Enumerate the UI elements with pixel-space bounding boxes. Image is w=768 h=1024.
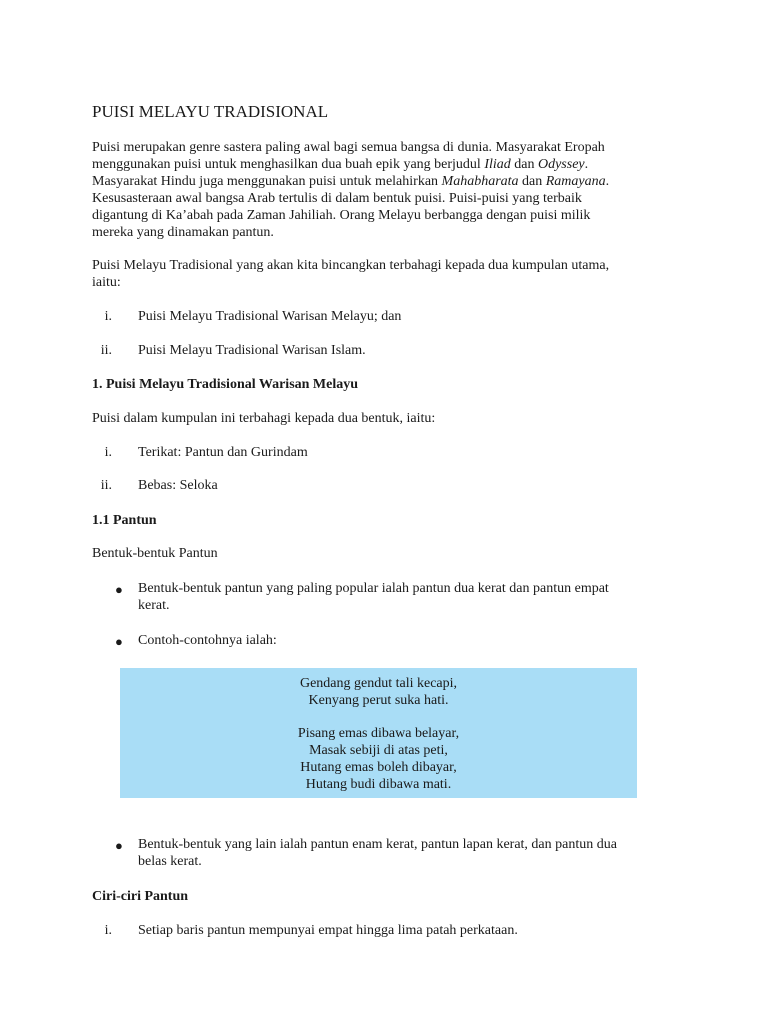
section-heading-warisan-melayu: 1. Puisi Melayu Tradisional Warisan Melayu [92, 377, 359, 392]
list-number: i. [104, 445, 112, 460]
intro-line-3 [92, 173, 682, 190]
list-item [0, 308, 768, 325]
bullet-line: kerat. [138, 598, 170, 613]
bullet-text [138, 580, 609, 614]
groups-line-2: iaitu: [92, 275, 121, 290]
bullet-text: Contoh-contohnya ialah: [138, 633, 277, 648]
list-number: i. [104, 923, 112, 938]
list-item-text: Terikat: Pantun dan Gurindam [138, 445, 308, 460]
list-item-text: Puisi Melayu Tradisional Warisan Islam. [138, 343, 366, 358]
list-number: ii. [100, 478, 112, 493]
section-heading-pantun: 1.1 Pantun [92, 513, 157, 528]
pantun-line: Hutang budi dibawa mati. [305, 777, 452, 792]
intro-text: Masyarakat Hindu juga menggunakan puisi untuk melahirkan [92, 174, 442, 189]
intro-text: . [605, 174, 610, 189]
pantun-line: Masak sebiji di atas peti, [309, 743, 448, 758]
intro-text: dan [518, 174, 546, 189]
list-item [0, 922, 768, 939]
pantun-line: Kenyang perut suka hati. [308, 693, 449, 708]
bullet-line: Bentuk-bentuk pantun yang paling popular ialah pantun dua kerat dan pantun empat [138, 581, 609, 596]
odyssey-title: Odyssey [537, 157, 585, 172]
bullet-dot: ● [115, 582, 123, 597]
intro-line-2 [92, 156, 682, 173]
list-item-text: Setiap baris pantun mempunyai empat hingga lima patah perkataan. [138, 923, 518, 938]
mahabharata-title: Mahabharata [441, 174, 519, 189]
bullet-item [0, 632, 768, 649]
document-title: PUISI MELAYU TRADISIONAL [92, 102, 329, 121]
list-item [0, 342, 768, 359]
intro-line-1: Puisi merupakan genre sastera paling awal bagi semua bangsa di dunia. Masyarakat Eropah [92, 140, 605, 155]
intro-text: menggunakan puisi untuk menghasilkan dua buah epik yang berjudul [92, 157, 485, 172]
bullet-dot: ● [115, 838, 123, 853]
list-item-text: Bebas: Seloka [138, 478, 218, 493]
intro-line-5: digantung di Ka’abah pada Zaman Jahiliah. Orang Melayu berbangga dengan puisi milik [92, 208, 591, 223]
bullet-item [0, 836, 768, 870]
groups-line-1: Puisi Melayu Tradisional yang akan kita bincangkan terbahagi kepada dua kumpulan utama, [92, 258, 610, 273]
groups-paragraph [92, 257, 682, 291]
bullet-line: belas kerat. [138, 854, 202, 869]
bullet-line: Bentuk-bentuk yang lain ialah pantun enam kerat, pantun lapan kerat, dan pantun dua [138, 837, 617, 852]
pantun-stanza-2 [120, 725, 637, 793]
pantun-line: Gendang gendut tali kecapi, [299, 676, 458, 691]
list-number: i. [104, 309, 112, 324]
pantun-example-box [120, 668, 637, 798]
intro-line-4: Kesusasteraan awal bangsa Arab tertulis di dalam bentuk puisi. Puisi-puisi yang terbaik [92, 191, 582, 206]
intro-line-6: mereka yang dinamakan pantun. [92, 225, 274, 240]
list-item [0, 477, 768, 494]
subheading-bentuk-pantun: Bentuk-bentuk Pantun [92, 546, 218, 561]
iliad-title: Iliad [484, 157, 511, 172]
intro-text: . [584, 157, 589, 172]
ramayana-title: Ramayana [545, 174, 606, 189]
list-item [0, 444, 768, 461]
section-heading-ciri-pantun: Ciri-ciri Pantun [92, 889, 189, 904]
list-item-text: Puisi Melayu Tradisional Warisan Melayu; dan [138, 309, 402, 324]
intro-paragraph [92, 139, 682, 241]
pantun-line: Pisang emas dibawa belayar, [297, 726, 460, 741]
pantun-line: Hutang emas boleh dibayar, [300, 760, 457, 775]
bullet-text [138, 836, 617, 870]
forms-paragraph: Puisi dalam kumpulan ini terbahagi kepada dua bentuk, iaitu: [92, 411, 436, 426]
list-number: ii. [100, 343, 112, 358]
bullet-item [0, 580, 768, 614]
bullet-dot: ● [115, 634, 123, 649]
intro-text: dan [510, 157, 538, 172]
pantun-stanza-1 [120, 675, 637, 709]
